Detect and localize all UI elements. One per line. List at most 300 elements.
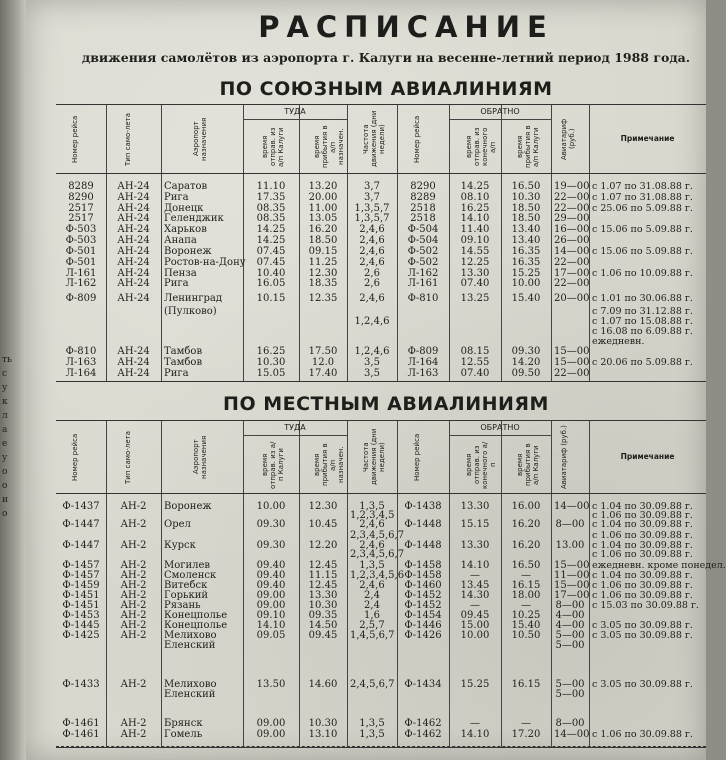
cell-plane: АН-2 <box>120 519 147 530</box>
cell-rarr: 18.00 <box>511 590 541 601</box>
cell-rdep: 07.40 <box>460 278 490 289</box>
cell-no: Ф-1461 <box>62 729 100 740</box>
cell-freq: 2,4,6 <box>359 580 385 591</box>
cell-dest: Анапа <box>164 235 197 246</box>
cell-plane: АН-2 <box>120 560 147 571</box>
cell-plane: АН-2 <box>120 620 147 631</box>
cell-dep: 13.50 <box>256 679 286 690</box>
cell-rdep: 10.00 <box>460 630 490 641</box>
cell-dest: Ростов-на-Дону <box>164 257 246 268</box>
cell-freq: 1,3,5 <box>359 729 385 740</box>
cell-fare: 15—00 <box>554 580 590 591</box>
cell-rdep: — <box>470 718 480 729</box>
header-dep: время отправ. из а/п Калуги <box>261 441 285 489</box>
cell-dest: Рига <box>164 368 189 379</box>
cell-freq: 3,5 <box>364 368 380 379</box>
cell-note: ежедневн. <box>592 336 645 347</box>
cell-rdep: 15.15 <box>460 519 490 530</box>
cell-freq: 1,3,5,7 <box>354 213 390 224</box>
cell-arr: 11.15 <box>308 570 338 581</box>
cell-no: Ф-503 <box>65 224 97 235</box>
cell-dep: 14.25 <box>256 224 286 235</box>
cell-rdep: 13.30 <box>460 501 490 512</box>
cell-rarr: 16.15 <box>511 580 541 591</box>
cell-dep: 09.40 <box>256 560 286 571</box>
cell-rno: Л-164 <box>407 357 439 368</box>
cell-fare: 22—00 <box>554 192 590 203</box>
cell-freq: 1,6 <box>364 610 380 621</box>
cell-plane: АН-2 <box>120 590 147 601</box>
table-row <box>56 213 706 224</box>
cell-note: с 1.07 по 31.08.88 г. <box>592 192 693 203</box>
table-row <box>56 357 706 368</box>
cell-no: Ф-1451 <box>62 590 100 601</box>
table-row <box>56 718 706 729</box>
cell-dest: (Пулково) <box>164 306 217 317</box>
cell-rarr: 14.20 <box>511 357 541 368</box>
cell-rarr: 10.25 <box>511 610 541 621</box>
cell-arr: 10.45 <box>308 519 338 530</box>
cell-rarr: 16.20 <box>511 540 541 551</box>
cell-note: с 1.07 по 31.08.88 г. <box>592 181 693 192</box>
cell-fare: 26—00 <box>554 235 590 246</box>
cell-rno: Ф-1458 <box>404 560 442 571</box>
header-flight-no: Номер рейса <box>71 115 79 163</box>
header-fare: Авиатариф (руб.) <box>560 118 576 160</box>
cell-dep: 09.05 <box>256 630 286 641</box>
cell-rdep: 14.25 <box>460 181 490 192</box>
margin-text-fragment: ть <box>2 355 12 365</box>
table-row <box>56 257 706 268</box>
cell-fare: 15—00 <box>554 346 590 357</box>
cell-note: с 1.04 по 30.09.88 г. <box>592 540 693 551</box>
header-arr: время прибытия в а/п назначен. <box>313 443 345 487</box>
cell-freq: 1,2,3,4,5 <box>350 510 395 521</box>
cell-freq: 3,7 <box>364 192 380 203</box>
cell-rno: Ф-1460 <box>404 580 442 591</box>
cell-rdep: 09.10 <box>460 235 490 246</box>
cell-rarr: 18.50 <box>511 213 541 224</box>
cell-dep: 15.05 <box>256 368 286 379</box>
cell-rno: Ф-502 <box>407 257 439 268</box>
cell-no: Ф-503 <box>65 235 97 246</box>
cell-rdep: 09.45 <box>460 610 490 621</box>
cell-arr: 18.50 <box>308 235 338 246</box>
cell-plane: АН-2 <box>120 630 147 641</box>
cell-plane: АН-24 <box>117 224 150 235</box>
cell-dep: 10.40 <box>256 268 286 279</box>
cell-dep: 07.45 <box>256 246 286 257</box>
cell-plane: АН-2 <box>120 600 147 611</box>
cell-dep: 09.30 <box>256 519 286 530</box>
header-fare: Авиатариф (руб.) <box>560 425 568 489</box>
cell-rarr: 16.35 <box>511 257 541 268</box>
cell-arr: 13.05 <box>308 213 338 224</box>
cell-no: Ф-501 <box>65 246 97 257</box>
cell-fare: 5—00 <box>555 679 585 690</box>
cell-rarr: — <box>521 718 531 729</box>
cell-dest: Курск <box>164 540 196 551</box>
table-row <box>56 224 706 235</box>
cell-dest: Ленинград <box>164 293 223 304</box>
cell-fare: 15—00 <box>554 357 590 368</box>
cell-rarr: 15.40 <box>511 620 541 631</box>
cell-freq: 1,2,4,6 <box>354 316 390 327</box>
cell-rarr: 18.50 <box>511 203 541 214</box>
cell-rno: Л-161 <box>407 278 439 289</box>
cell-note: с 1.07 по 15.08.88 г. <box>592 316 693 327</box>
cell-dest: Еленский <box>164 640 216 651</box>
cell-rno: Ф-1462 <box>404 718 442 729</box>
cell-fare: 8—00 <box>555 600 585 611</box>
cell-dep: 09.40 <box>256 580 286 591</box>
cell-plane: АН-2 <box>120 580 147 591</box>
header-airport: Аэропорт назначения <box>192 435 208 479</box>
cell-arr: 17.50 <box>308 346 338 357</box>
cell-rdep: 11.40 <box>460 224 490 235</box>
cell-arr: 11.00 <box>308 203 338 214</box>
cell-note: с 1.04 по 30.09.88 г. <box>592 519 693 530</box>
cell-note: с 1.04 по 30.09.88 г. <box>592 501 693 512</box>
cell-rarr: 16.00 <box>511 501 541 512</box>
cell-rno: Л-163 <box>407 368 439 379</box>
cell-arr: 13.30 <box>308 590 338 601</box>
cell-dep: 09.30 <box>256 540 286 551</box>
cell-arr: 11.25 <box>308 257 338 268</box>
cell-rno: Ф-1434 <box>404 679 442 690</box>
cell-no: Ф-1453 <box>62 610 100 621</box>
margin-text-fragment: о <box>2 467 8 477</box>
margin-text-fragment: а <box>2 425 8 435</box>
table-row <box>56 293 706 304</box>
cell-arr: 16.20 <box>308 224 338 235</box>
cell-freq: 2,4 <box>364 590 380 601</box>
cell-freq: 2,4,6 <box>359 224 385 235</box>
cell-dep: 10.30 <box>256 357 286 368</box>
cell-arr: 10.30 <box>308 600 338 611</box>
cell-rarr: 16.15 <box>511 679 541 690</box>
cell-note: ежедневн. кроме понедел. <box>592 560 726 571</box>
cell-fare: 14—00 <box>554 246 590 257</box>
cell-fare: 4—00 <box>555 620 585 631</box>
cell-dest: Брянск <box>164 718 203 729</box>
header-group-back: ОБРАТНО <box>449 423 551 436</box>
cell-freq: 1,2,3,4,5,6 <box>350 570 405 581</box>
header-arr: время прибытия в а/п назначен. <box>313 125 345 169</box>
header-group-forward: ТУДА <box>243 423 347 436</box>
cell-no: Ф-1451 <box>62 600 100 611</box>
cell-dest: Витебск <box>164 580 208 591</box>
cell-rdep: 12.25 <box>460 257 490 268</box>
margin-text-fragment: и <box>2 495 8 505</box>
cell-arr: 20.00 <box>308 192 338 203</box>
cell-note: с 1.04 по 30.09.88 г. <box>592 570 693 581</box>
union-flights-table <box>56 104 706 382</box>
cell-note: с 20.06 по 5.09.88 г. <box>592 357 693 368</box>
header-freq: Частота движения (дни недели) <box>362 428 386 486</box>
cell-no: Л-163 <box>65 357 97 368</box>
cell-arr: 14.50 <box>308 620 338 631</box>
cell-dest: Тамбов <box>164 346 203 357</box>
cell-rno: Ф-1448 <box>404 540 442 551</box>
cell-no: Ф-1445 <box>62 620 100 631</box>
cell-dest: Саратов <box>164 181 208 192</box>
header-dep: время отправ. из а/п Калуги <box>261 127 285 167</box>
cell-fare: 22—00 <box>554 278 590 289</box>
cell-arr: 13.20 <box>308 181 338 192</box>
cell-rno: Ф-810 <box>407 293 439 304</box>
cell-fare: 19—00 <box>554 181 590 192</box>
header-ret-dep: время отправ. из конечного а/п <box>465 441 497 489</box>
cell-freq: 2,3,4,5,6,7 <box>350 549 405 560</box>
cell-rarr: 17.20 <box>511 729 541 740</box>
cell-fare: 5—00 <box>555 689 585 700</box>
cell-plane: АН-2 <box>120 501 147 512</box>
cell-dest: Геленджик <box>164 213 224 224</box>
cell-rarr: 13.40 <box>511 235 541 246</box>
cell-freq: 2,4 <box>364 600 380 611</box>
cell-freq: 2,4,6 <box>359 540 385 551</box>
cell-rno: 8289 <box>410 192 436 203</box>
cell-freq: 2,6 <box>364 268 380 279</box>
cell-fare: 14—00 <box>554 729 590 740</box>
cell-dest: Гомель <box>164 729 203 740</box>
cell-rdep: 13.45 <box>460 580 490 591</box>
cell-rdep: 07.40 <box>460 368 490 379</box>
cell-dep: 14.10 <box>256 620 286 631</box>
cell-dep: 09.00 <box>256 590 286 601</box>
cell-note: с 1.06 по 30.09.88 г. <box>592 729 693 740</box>
cell-rdep: 13.30 <box>460 540 490 551</box>
cell-plane: АН-24 <box>117 235 150 246</box>
cell-plane: АН-24 <box>117 346 150 357</box>
cell-dep: 17.35 <box>256 192 286 203</box>
cell-fare: 5—00 <box>555 630 585 641</box>
cell-rno: Ф-1426 <box>404 630 442 641</box>
cell-no: Л-162 <box>65 278 97 289</box>
cell-rarr: 15.40 <box>511 293 541 304</box>
cell-note: с 7.09 по 31.12.88 г. <box>592 306 693 317</box>
cell-freq: 2,4,6 <box>359 246 385 257</box>
cell-rno: Ф-504 <box>407 224 439 235</box>
cell-rdep: 13.30 <box>460 268 490 279</box>
cell-arr: 09.15 <box>308 246 338 257</box>
cell-rno: Ф-1458 <box>404 570 442 581</box>
cell-rarr: 16.50 <box>511 181 541 192</box>
cell-arr: 13.10 <box>308 729 338 740</box>
cell-no: Ф-501 <box>65 257 97 268</box>
cell-dep: 10.00 <box>256 501 286 512</box>
cell-note: с 1.01 по 30.06.88 г. <box>592 293 693 304</box>
cell-rno: Ф-1454 <box>404 610 442 621</box>
cell-no: Ф-1457 <box>62 560 100 571</box>
cell-fare: 17—00 <box>554 590 590 601</box>
cell-arr: 12.45 <box>308 580 338 591</box>
cell-dest: Рязань <box>164 600 201 611</box>
cell-note: с 25.06 по 5.09.88 г. <box>592 203 693 214</box>
cell-rarr: 09.50 <box>511 368 541 379</box>
section1-title: ПО СОЮЗНЫМ АВИАЛИНИЯМ <box>219 78 553 100</box>
cell-freq: 3,5 <box>364 357 380 368</box>
cell-freq: 1,3,5,7 <box>354 203 390 214</box>
cell-freq: 1,2,4,6 <box>354 346 390 357</box>
cell-rno: Л-162 <box>407 268 439 279</box>
cell-dep: 08.35 <box>256 213 286 224</box>
cell-fare: 11—00 <box>554 570 590 581</box>
margin-text-fragment: к <box>2 397 8 407</box>
cell-arr: 12.30 <box>308 268 338 279</box>
table-row <box>56 235 706 246</box>
cell-plane: АН-24 <box>117 357 150 368</box>
cell-freq: 1,3,5 <box>359 501 385 512</box>
margin-text-fragment: с <box>2 369 8 379</box>
header-note: Примечание <box>620 134 675 143</box>
cell-rarr: 10.30 <box>511 192 541 203</box>
section2-title: ПО МЕСТНЫМ АВИАЛИНИЯМ <box>223 393 549 415</box>
cell-rno: Ф-1446 <box>404 620 442 631</box>
cell-note: с 1.06 по 30.09.88 г. <box>592 580 693 591</box>
header-freq: Частота движения (дни недели) <box>362 110 386 168</box>
table-row <box>56 368 706 379</box>
bottom-rule <box>56 746 706 747</box>
table-row <box>56 346 706 357</box>
cell-rno: 2518 <box>410 203 436 214</box>
cell-note: с 1.06 по 10.09.88 г. <box>592 268 693 279</box>
cell-plane: АН-24 <box>117 268 150 279</box>
cell-rarr: 09.30 <box>511 346 541 357</box>
cell-note: с 1.06 по 30.09.88 г. <box>592 530 693 541</box>
cell-rdep: 08.10 <box>460 192 490 203</box>
cell-fare: 22—00 <box>554 203 590 214</box>
cell-fare: 22—00 <box>554 368 590 379</box>
cell-rno: 8290 <box>410 181 436 192</box>
cell-fare: 4—00 <box>555 610 585 621</box>
cell-no: 8290 <box>68 192 94 203</box>
cell-freq: 2,4,6 <box>359 257 385 268</box>
cell-rdep: 08.15 <box>460 346 490 357</box>
header-flight-no: Номер рейса <box>71 433 79 481</box>
local-flights-table <box>56 420 726 748</box>
schedule-title: РАСПИСАНИЕ <box>258 10 554 44</box>
table-row <box>56 640 706 651</box>
table-row <box>56 549 706 560</box>
header-ret-no: Номер рейса <box>413 115 421 163</box>
cell-rno: Ф-1438 <box>404 501 442 512</box>
cell-note: с 15.06 по 5.09.88 г. <box>592 246 693 257</box>
table-row <box>56 278 706 289</box>
cell-rdep: 14.10 <box>460 729 490 740</box>
cell-freq: 2,4,6 <box>359 519 385 530</box>
cell-freq: 2,4,5,6,7 <box>350 679 395 690</box>
cell-rno: Ф-809 <box>407 346 439 357</box>
table-row <box>56 689 706 700</box>
cell-no: Ф-1457 <box>62 570 100 581</box>
cell-rdep: 12.55 <box>460 357 490 368</box>
cell-freq: 2,4,6 <box>359 293 385 304</box>
cell-rdep: 14.55 <box>460 246 490 257</box>
cell-note: с 1.06 по 30.09.88 г. <box>592 510 693 521</box>
cell-plane: АН-24 <box>117 181 150 192</box>
margin-text-fragment: о <box>2 509 8 519</box>
table-row <box>56 729 706 740</box>
cell-arr: 12.30 <box>308 501 338 512</box>
header-ret-arr: время прибытия в а/п Калуги <box>516 125 540 169</box>
cell-freq: 1,3,5 <box>359 560 385 571</box>
cell-fare: 15—00 <box>554 560 590 571</box>
table-row <box>56 519 706 530</box>
cell-no: Ф-1447 <box>62 540 100 551</box>
cell-rdep: 14.10 <box>460 560 490 571</box>
cell-plane: АН-2 <box>120 718 147 729</box>
cell-dest: Конецполье <box>164 620 228 631</box>
cell-no: Ф-1459 <box>62 580 100 591</box>
cell-dest: Мелихово <box>164 679 217 690</box>
margin-text-fragment: е <box>2 439 8 449</box>
cell-dep: 09.10 <box>256 610 286 621</box>
cell-dest: Донецк <box>164 203 204 214</box>
cell-rno: Ф-504 <box>407 235 439 246</box>
header-ret-arr: время прибытия в а/п Калуги <box>516 443 540 487</box>
cell-freq: 3,7 <box>364 181 380 192</box>
cell-rno: Ф-1448 <box>404 519 442 530</box>
cell-dest: Воронеж <box>164 501 212 512</box>
cell-arr: 18.35 <box>308 278 338 289</box>
cell-plane: АН-24 <box>117 293 150 304</box>
cell-dest: Харьков <box>164 224 207 235</box>
cell-fare: 29—00 <box>554 213 590 224</box>
header-group-back: ОБРАТНО <box>449 107 551 120</box>
cell-no: Ф-1461 <box>62 718 100 729</box>
cell-arr: 10.30 <box>308 718 338 729</box>
schedule-subtitle: движения самолётов из аэропорта г. Калуги на весенне-летний период 1988 года. <box>81 50 691 65</box>
cell-fare: 5—00 <box>555 640 585 651</box>
cell-dest: Рига <box>164 192 189 203</box>
cell-note: с 15.06 по 5.09.88 г. <box>592 224 693 235</box>
cell-dep: 09.00 <box>256 729 286 740</box>
cell-dest: Еленский <box>164 689 216 700</box>
header-airport: Аэропорт назначения <box>192 117 208 161</box>
cell-rdep: 15.25 <box>460 679 490 690</box>
cell-rdep: 14.30 <box>460 590 490 601</box>
cell-dep: 08.35 <box>256 203 286 214</box>
cell-freq: 2,6 <box>364 278 380 289</box>
cell-fare: 20—00 <box>554 293 590 304</box>
cell-dest: Могилев <box>164 560 211 571</box>
cell-plane: АН-24 <box>117 368 150 379</box>
cell-rno: Ф-1452 <box>404 600 442 611</box>
cell-rarr: 16.20 <box>511 519 541 530</box>
cell-freq: 2,3,4,5,6,7 <box>350 530 405 541</box>
cell-note: с 3.05 по 30.09.88 г. <box>592 630 693 641</box>
cell-plane: АН-2 <box>120 610 147 621</box>
table-row <box>56 246 706 257</box>
cell-dep: 09.40 <box>256 570 286 581</box>
cell-no: Ф-809 <box>65 293 97 304</box>
cell-rdep: 15.00 <box>460 620 490 631</box>
cell-dest: Орел <box>164 519 191 530</box>
cell-rarr: — <box>521 570 531 581</box>
cell-plane: АН-24 <box>117 246 150 257</box>
cell-arr: 12.45 <box>308 560 338 571</box>
cell-rarr: 13.40 <box>511 224 541 235</box>
cell-rdep: 13.25 <box>460 293 490 304</box>
cell-fare: 14—00 <box>554 501 590 512</box>
cell-no: 2517 <box>68 213 94 224</box>
margin-text-fragment: у <box>2 453 8 463</box>
cell-note: с 16.08 по 6.09.88 г. <box>592 326 693 337</box>
margin-text-fragment: у <box>2 383 8 393</box>
cell-no: Ф-810 <box>65 346 97 357</box>
